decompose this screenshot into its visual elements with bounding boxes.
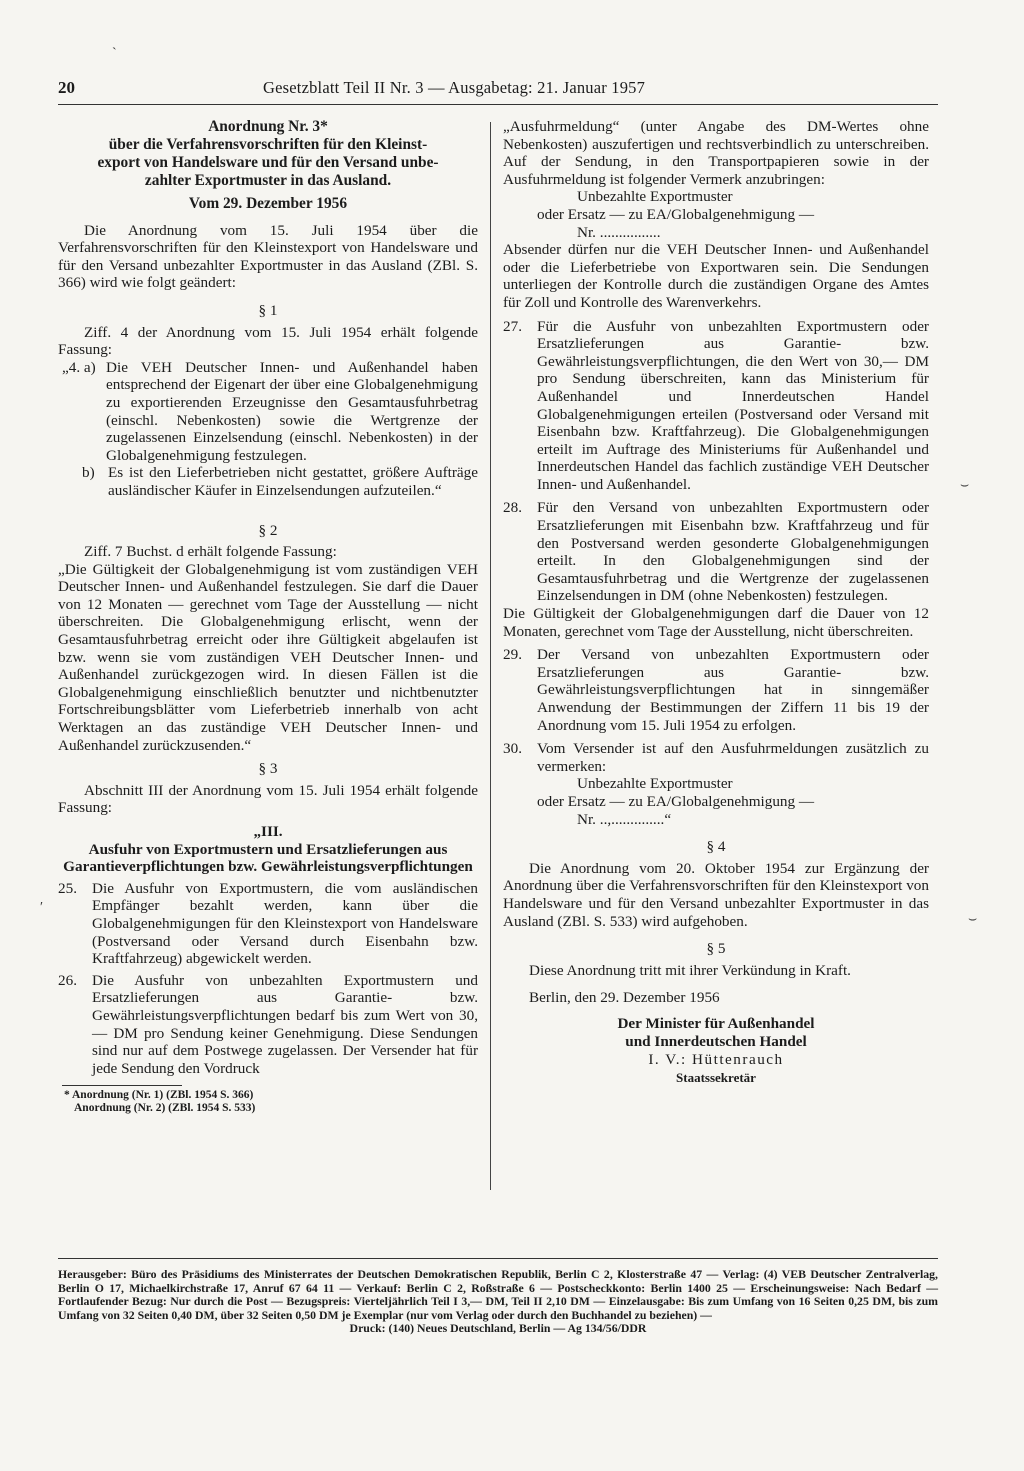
- item-text: Der Versand von unbezahlten Exportmustern oder Ersatzlieferungen aus Garantie- bzw. Gewährleistungsverpflichtungen hat in sinngemäßer Anwendung der Bestimmungen der Ziffern 11 bis 19 der Anordnung vom 15. Juli 1954 zu erfolgen.: [537, 646, 929, 734]
- item-27: [503, 318, 929, 494]
- footer-text: Herausgeber: Büro des Präsidiums des Ministerrates der Deutschen Demokratischen Republik, Berlin C 2, Klosterstraße 47 — Verlag: (4) VEB Deutscher Zentralverlag, Berlin O 17, Michaelkirchstraße 17, Anruf 67 64 11 — Verkauf: Berlin C 2, Roßstraße 6 — Postscheckkonto: Berlin 1400 25 — Erscheinungsweise: Nach Bedarf — Fortlaufender Bezug: Nur durch die Post — Bezugspreis: Vierteljährlich Teil I 3,— DM, Teil II 2,10 DM — Einzelausgabe: Bis zum Umfang von 16 Seiten 0,25 DM, bis zum Umfang von 32 Seiten 0,40 DM, über 32 Seiten 0,50 DM je Exemplar (nur vom Verlag oder durch den Buchhandel zu beziehen) —: [58, 1267, 938, 1322]
- marking-line-2: oder Ersatz — zu EA/Globalgenehmigung —: [537, 205, 815, 223]
- section-1-intro: Ziff. 4 der Anordnung vom 15. Juli 1954 erhält folgende Fassung:: [58, 323, 478, 359]
- publisher-footer: [58, 1268, 938, 1336]
- item-28-validity: Die Gültigkeit der Globalgenehmigungen darf die Dauer von 12 Monaten, gerechnet vom Tage der Ausstellung, nicht überschreiten.: [503, 605, 929, 640]
- left-column: [58, 118, 478, 1115]
- item-label: b): [82, 464, 95, 482]
- item-number: 29.: [503, 646, 522, 664]
- item-29: [503, 646, 929, 734]
- title-line: zahlter Exportmuster in das Ausland.: [144, 172, 392, 189]
- scan-mark: ⌣: [968, 912, 978, 927]
- item-text: Die VEH Deutscher Innen- und Außenhandel haben entsprechend der Eigenart der über eine Globalgenehmigung zu exportierenden Erzeugnisse den Gesamtausfuhrbetrag (einschl. Nebenkosten) sowie die Wertgrenze der zugelassenen Einzelsendung (einschl. Nebenkosten) in der Globalgenehmigung festzulegen.: [106, 358, 478, 464]
- signature-line: und Innerdeutschen Handel: [625, 1032, 807, 1050]
- scan-mark: ⌣: [960, 478, 970, 493]
- item-number: 27.: [503, 317, 522, 335]
- decree-date: Vom 29. Dezember 1956: [188, 195, 348, 212]
- item-text: Für den Versand von unbezahlten Exportmustern oder Ersatzlieferungen mit Eisenbahn bzw. Kraftfahrzeug und für den Postversand werden gesonderte Globalgenehmigungen erteilt. In den Globalgenehmigungen sind der Gesamtausfuhrbetrag und die Wertgrenze der zugelassenen Einzelsendungen in DM (ohne Nebenkosten) festzulegen.: [537, 499, 929, 605]
- page-number: 20: [58, 78, 75, 97]
- marking-line-3: Nr. ................: [577, 223, 661, 241]
- section-1-item-b: [62, 464, 478, 499]
- section-3-intro: Abschnitt III der Anordnung vom 15. Juli 1954 erhält folgende Fassung:: [58, 781, 478, 817]
- section-1-heading: § 1: [258, 301, 278, 319]
- item-number: 28.: [503, 499, 522, 517]
- signatory-name: I. V.: Hüttenrauch: [648, 1050, 784, 1068]
- marking-line-1: Unbezahlte Exportmuster: [577, 775, 733, 793]
- item-number: 25.: [58, 879, 77, 897]
- page-header: [58, 78, 938, 100]
- item-text: Vom Versender ist auf den Ausfuhrmeldungen zusätzlich zu vermerken:: [537, 740, 929, 775]
- footer-rule: [58, 1258, 938, 1259]
- section-2-text: „Die Gültigkeit der Globalgenehmigung ist vom zuständigen VEH Deutscher Innen- und Außenhandel festzulegen. Sie darf die Dauer von 12 Monaten — gerechnet vom Tage der Ausstellung — nicht überschreiten. Die Globalgenehmigung erlischt, wenn der Gesamtausfuhrbetrag erreicht oder ihre Gültigkeit abgelaufen ist bzw. wenn sie vom zuständigen VEH Deutscher Innen- und Außenhandel zurückgezogen wird. In diesen Fällen ist die Globalgenehmigung einschließlich benutzter und nichtbenutzter Fortschreibungsblätter vom Lieferbetrieb innerhalb von acht Werktagen an das zuständige VEH Deutscher Innen- und Außenhandel zurückzusenden.“: [58, 560, 478, 754]
- intro-paragraph: Die Anordnung vom 15. Juli 1954 über die Verfahrensvorschriften für den Kleinstexport von Handelsware und für den Versand unbezahlter Exportmuster in das Ausland (ZBl. S. 366) wird wie folgt geändert:: [58, 221, 478, 292]
- section-4-heading: § 4: [706, 838, 726, 856]
- place-date: Berlin, den 29. Dezember 1956: [529, 989, 720, 1007]
- marking-line-3: Nr. ..,..............“: [577, 810, 672, 828]
- signature-line: Der Minister für Außenhandel: [617, 1014, 815, 1032]
- section-4-text: Die Anordnung vom 20. Oktober 1954 zur Ergänzung der Anordnung über die Verfahrensvorschriften für den Kleinstexport von Handelsware und für den Versand unbezahlter Exportmuster in das Ausland (ZBl. S. 533) wird aufgehoben.: [503, 859, 929, 930]
- item-text: Für die Ausfuhr von unbezahlten Exportmustern oder Ersatzlieferungen aus Garantie- bzw. Gewährleistungsverpflichtungen, die den Wert von 30,— DM pro Sendung überschreiten, kann das Ministerium für Außenhandel und Innerdeutschen Handel Globalgenehmigungen erteilen (Postversand oder Versand mit Eisenbahn bzw. Kraftfahrzeug). Die Globalgenehmigungen erteilt im Auftrage des Ministeriums für Außenhandel und Innerdeutschen Handel das fachlich zuständige VEH Deutscher Innen- und Außenhandel.: [537, 317, 929, 493]
- marking-line-1: Unbezahlte Exportmuster: [577, 188, 733, 206]
- section-2-intro: Ziff. 7 Buchst. d erhält folgende Fassung:: [84, 543, 337, 561]
- item-text: Es ist den Lieferbetrieben nicht gestattet, größere Aufträge ausländischer Käufer in Einzelsendungen aufzuteilen.“: [108, 464, 478, 499]
- section-3-roman: „III.: [253, 823, 283, 840]
- item-label: „4. a): [62, 358, 96, 376]
- item-30: [503, 740, 929, 775]
- section-1-item-a: [62, 359, 478, 465]
- title-line: Anordnung Nr. 3*: [208, 118, 328, 135]
- scan-mark: ˋ: [112, 46, 117, 61]
- marking-line-2: oder Ersatz — zu EA/Globalgenehmigung —: [537, 792, 815, 810]
- item-text: Die Ausfuhr von unbezahlten Exportmustern und Ersatzlieferungen aus Garantie- bzw. Gewährleistungsverpflichtungen bedarf bis zum Wert von 30,— DM pro Sendung keiner Genehmigung. Diese Sendungen sind nur auf dem Postwege zugelassen. Der Versender hat für jede Sendung den Vordruck: [92, 971, 478, 1077]
- footer-print: Druck: (140) Neues Deutschland, Berlin — Ag 134/56/DDR: [349, 1321, 647, 1336]
- item-text: Die Ausfuhr von Exportmustern, die vom ausländischen Empfänger bezahlt werden, kann über die Globalgenehmigungen für den Kleinstexport von Handelsware (Postversand oder Versand durch Eisenbahn bzw. Kraftfahrzeug) abgewickelt werden.: [92, 879, 478, 968]
- signatory-title: Staatssekretär: [676, 1069, 756, 1085]
- signature-block: [503, 1015, 929, 1087]
- section-5-text: Diese Anordnung tritt mit ihrer Verkündung in Kraft.: [529, 961, 851, 979]
- item-26-continuation: „Ausfuhrmeldung“ (unter Angabe des DM-Wertes ohne Nebenkosten) auszufertigen und rechtsverbindlich zu unterschreiben. Auf der Sendung, in den Transportpapieren sowie in der Ausfuhrmeldung ist folgender Vermerk anzubringen:: [503, 118, 929, 188]
- right-column: [503, 118, 929, 1087]
- footnote-2: Anordnung (Nr. 2) (ZBl. 1954 S. 533): [74, 1102, 256, 1115]
- item-28: [503, 499, 929, 605]
- header-title: Gesetzblatt Teil II Nr. 3 — Ausgabetag: 21. Januar 1957: [263, 78, 646, 97]
- section-5-heading: § 5: [706, 940, 726, 958]
- footnote-rule: [62, 1085, 182, 1086]
- item-26: [58, 972, 478, 1078]
- scan-mark: ′: [40, 900, 44, 915]
- item-number: 30.: [503, 740, 522, 758]
- section-3-title: Ausfuhr von Exportmustern und Ersatzlieferungen aus Garantieverpflichtungen bzw. Gewährleistungsverpflichtungen: [63, 840, 473, 876]
- title-line: export von Handelsware und für den Versand unbe-: [97, 154, 439, 171]
- item-25: [58, 880, 478, 968]
- footnote-1: * Anordnung (Nr. 1) (ZBl. 1954 S. 366): [64, 1089, 254, 1102]
- sender-paragraph: Absender dürfen nur die VEH Deutscher Innen- und Außenhandel oder die Lieferbetriebe von Exportwaren sein. Die Sendungen unterliegen der Kontrolle durch die zuständigen Organe des Amtes für Zoll und Kontrolle des Warenverkehrs.: [503, 241, 929, 311]
- section-3-heading: § 3: [258, 760, 278, 778]
- section-2-heading: § 2: [258, 521, 278, 539]
- header-rule: [58, 104, 938, 105]
- item-number: 26.: [58, 971, 77, 989]
- decree-title: [58, 118, 478, 190]
- column-divider: [490, 122, 491, 1190]
- title-line: über die Verfahrensvorschriften für den Kleinst-: [108, 136, 428, 153]
